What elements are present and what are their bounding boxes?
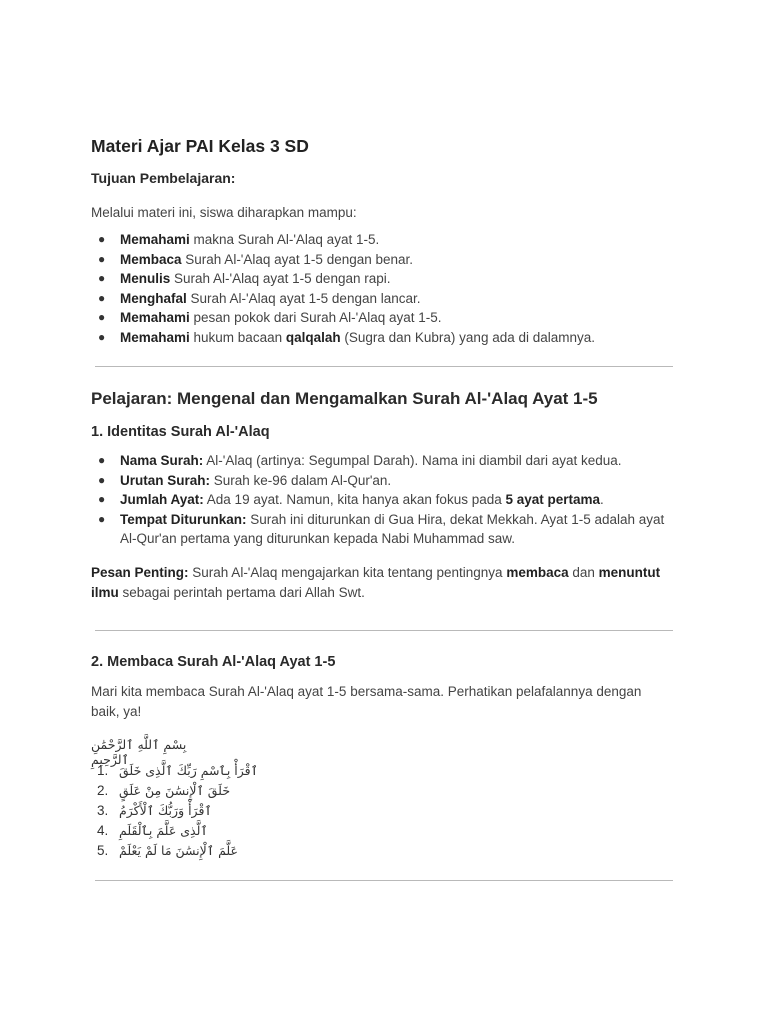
list-item: ● Jumlah Ayat: Ada 19 ayat. Namun, kita hanya akan fokus pada 5 ayat pertama.: [91, 490, 673, 510]
bullet-icon: ●: [98, 511, 106, 526]
list-item: ● Memahami makna Surah Al-'Alaq ayat 1-5.: [91, 230, 673, 250]
identitas-list: [91, 451, 673, 549]
tujuan-intro: Melalui materi ini, siswa diharapkan mampu:: [91, 205, 357, 220]
section-divider: [95, 880, 673, 881]
list-item: ● Tempat Diturunkan: Surah ini diturunkan di Gua Hira, dekat Mekkah. Ayat 1-5 adalah ayat Al-Qur'an pertama yang diturunkan kepada Nabi Muhammad saw.: [98, 511, 665, 546]
list-item: ● Memahami pesan pokok dari Surah Al-'Alaq ayat 1-5.: [91, 308, 673, 328]
list-item: ● Menulis Surah Al-'Alaq ayat 1-5 dengan rapi.: [91, 269, 673, 289]
list-item: ● Menghafal Surah Al-'Alaq ayat 1-5 dengan lancar.: [91, 289, 673, 309]
document-title: Materi Ajar PAI Kelas 3 SD: [91, 136, 309, 156]
list-item: ● Memahami hukum bacaan qalqalah (Sugra dan Kubra) yang ada di dalamnya.: [91, 328, 673, 348]
list-item: ● Urutan Surah: Surah ke-96 dalam Al-Qur'an.: [91, 471, 673, 491]
bullet-icon: ●: [98, 472, 106, 487]
section-divider: [95, 630, 673, 631]
bullet-icon: ●: [98, 492, 106, 506]
identitas-heading: 1. Identitas Surah Al-'Alaq: [91, 424, 270, 440]
section-divider: [95, 366, 673, 367]
lesson-title: Pelajaran: Mengenal dan Mengamalkan Surah Al-'Alaq Ayat 1-5: [91, 389, 598, 408]
list-item: ● Nama Surah: Al-'Alaq (artinya: Segumpal Darah). Nama ini diambil dari ayat kedua.: [91, 451, 673, 471]
list-item: ● Membaca Surah Al-'Alaq ayat 1-5 dengan benar.: [91, 250, 673, 270]
bullet-icon: ●: [98, 310, 106, 324]
tujuan-list: [91, 230, 673, 347]
bullet-icon: ●: [98, 251, 106, 266]
tujuan-heading: Tujuan Pembelajaran:: [91, 170, 236, 186]
pesan-penting: Pesan Penting: Surah Al-'Alaq mengajarkan kita tentang pentingnya membaca dan menuntut ilmu sebagai perintah pertama dari Allah Swt.: [91, 565, 661, 600]
bullet-icon: ●: [98, 453, 106, 467]
bullet-icon: ●: [98, 290, 106, 305]
membaca-intro: Mari kita membaca Surah Al-'Alaq ayat 1-5 bersama-sama. Perhatikan pelafalannya dengan baik, ya!: [91, 684, 642, 719]
bullet-icon: ●: [98, 271, 106, 285]
bullet-icon: ●: [98, 232, 106, 246]
membaca-heading: 2. Membaca Surah Al-'Alaq Ayat 1-5: [91, 654, 336, 670]
bullet-icon: ●: [98, 329, 106, 344]
basmalah: بِسْمِ ٱللَّهِ ٱلرَّحْمَٰنِ ٱلرَّحِيمِ: [91, 737, 187, 767]
